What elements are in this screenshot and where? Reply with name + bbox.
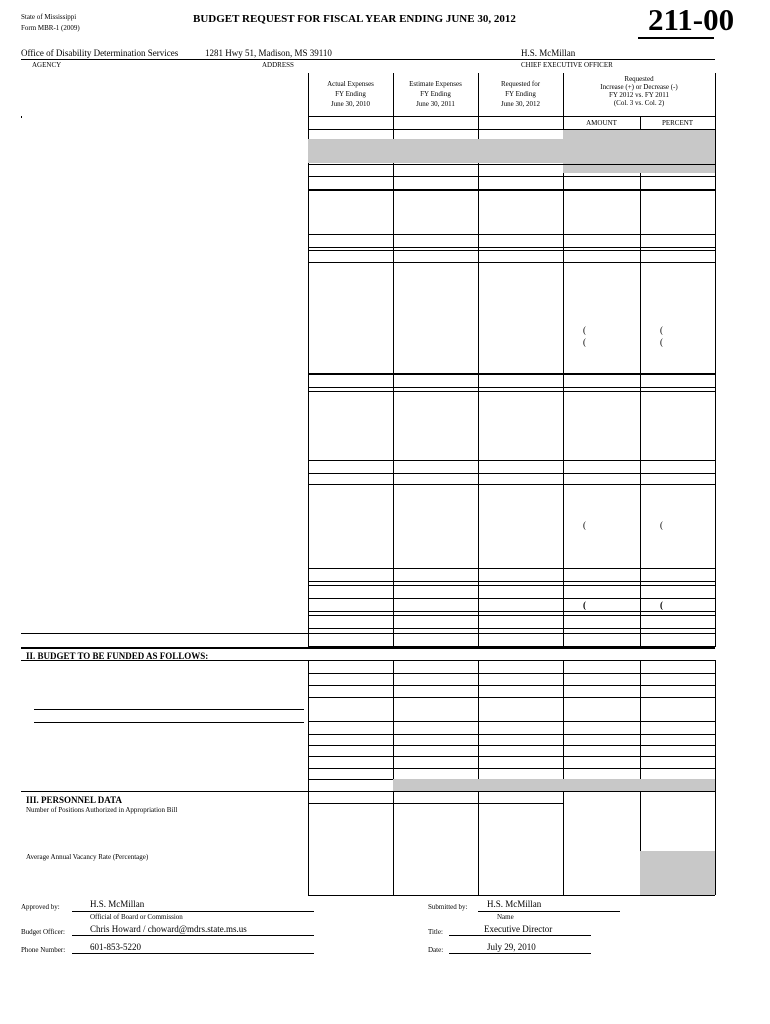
rule (308, 768, 715, 769)
date-label: Date: (428, 946, 444, 954)
ceo-name: H.S. McMillan (521, 48, 576, 58)
rule (308, 262, 715, 263)
personnel-title: III. PERSONNEL DATA (26, 795, 122, 805)
col-header-actual: FY Ending (335, 90, 366, 98)
approved-sub: Official of Board or Commission (90, 913, 183, 921)
phone-number: 601-853-5220 (90, 942, 141, 952)
open-paren: ( (660, 600, 663, 610)
ceo-caption: CHIEF EXECUTIVE OFFICER (521, 61, 613, 69)
rule (308, 247, 715, 248)
rule (308, 176, 715, 177)
agency-address: 1281 Hwy 51, Madison, MS 39110 (205, 48, 332, 58)
rule (308, 803, 563, 804)
col-header-actual: June 30, 2010 (330, 100, 371, 108)
open-paren: ( (583, 325, 586, 335)
column-rule (715, 660, 716, 792)
funding-title: II. BUDGET TO BE FUNDED AS FOLLOWS: (26, 651, 209, 661)
rule (21, 660, 715, 661)
rule (308, 473, 715, 474)
rule (308, 685, 715, 686)
positions-label: Number of Positions Authorized in Appropriation Bill (26, 806, 178, 814)
rule (308, 697, 715, 698)
budget-officer: Chris Howard / choward@mdrs.state.ms.us (90, 924, 247, 934)
agency-caption: AGENCY (32, 61, 62, 69)
budget-officer-label: Budget Officer: (21, 928, 65, 936)
form-number: 211-00 (648, 2, 735, 37)
col-header-estimate: Estimate Expenses (409, 80, 462, 88)
column-rule (563, 792, 564, 895)
rule (308, 164, 715, 165)
phone-label: Phone Number: (21, 946, 66, 954)
column-rule (393, 660, 394, 792)
column-rule (21, 116, 22, 118)
rule (308, 129, 715, 130)
col-header-estimate: FY Ending (420, 90, 451, 98)
column-rule (308, 660, 309, 792)
rule (308, 895, 715, 896)
vacancy-label: Average Annual Vacancy Rate (Percentage) (26, 853, 149, 861)
column-rule (393, 792, 394, 895)
col-header-percent: PERCENT (661, 119, 694, 127)
rule (563, 116, 715, 117)
state-label: State of Mississippi (21, 13, 77, 21)
col-header-estimate: June 30, 2011 (416, 100, 455, 108)
col-header-change: (Col. 3 vs. Col. 2) (613, 99, 665, 107)
col-header-change: Requested (624, 75, 654, 83)
rule (308, 673, 715, 674)
column-rule (640, 660, 641, 792)
column-rule (715, 73, 716, 647)
open-paren: ( (660, 337, 663, 347)
rule (308, 745, 715, 746)
agency-name: Office of Disability Determination Services (21, 48, 179, 58)
rule (308, 250, 715, 251)
rule (308, 756, 715, 757)
col-header-requested: FY Ending (505, 90, 536, 98)
rule (308, 374, 715, 375)
open-paren: ( (660, 325, 663, 335)
date-value: July 29, 2010 (487, 942, 536, 952)
open-paren: ( (583, 337, 586, 347)
page-title: BUDGET REQUEST FOR FISCAL YEAR ENDING JUNE 30, 2012 (193, 13, 516, 25)
column-rule (308, 792, 309, 895)
col-header-amount: AMOUNT (586, 119, 617, 127)
approved-label: Approved by: (21, 903, 60, 911)
column-rule (563, 660, 564, 792)
open-paren: ( (660, 520, 663, 530)
open-paren: ( (583, 600, 586, 610)
open-paren: ( (583, 520, 586, 530)
name-caption: Name (497, 913, 514, 921)
approved-name: H.S. McMillan (90, 899, 145, 909)
rule (21, 647, 715, 649)
rule (308, 568, 715, 569)
col-header-change: FY 2012 vs. FY 2011 (608, 91, 670, 99)
rule (308, 387, 715, 388)
rule (34, 722, 304, 723)
column-rule (478, 792, 479, 895)
rule (308, 598, 715, 599)
rule (308, 234, 715, 235)
address-caption: ADDRESS (262, 61, 294, 69)
shaded-cell (640, 851, 715, 895)
rule (308, 611, 715, 612)
rule (308, 116, 563, 117)
col-header-change: Increase (+) or Decrease (-) (600, 83, 678, 91)
submitted-name: H.S. McMillan (487, 899, 542, 909)
shaded-cell (308, 139, 563, 163)
rule (308, 615, 715, 616)
rule (308, 585, 715, 586)
shaded-cell (563, 129, 715, 173)
rule (308, 721, 715, 722)
col-header-requested: June 30, 2012 (500, 100, 541, 108)
col-header-actual: Actual Expenses (327, 80, 374, 88)
title-value: Executive Director (484, 924, 553, 934)
rule (21, 633, 715, 634)
form-label: Form MBR-1 (2009) (21, 24, 80, 32)
col-header-requested: Requested for (500, 80, 541, 88)
column-rule (478, 660, 479, 792)
rule (34, 709, 304, 710)
rule (308, 373, 715, 374)
column-rule (715, 792, 716, 895)
submitted-label: Submitted by: (428, 903, 468, 911)
rule (21, 791, 715, 792)
rule (308, 628, 715, 629)
rule (308, 484, 715, 485)
rule (308, 581, 715, 582)
rule (308, 190, 715, 191)
rule (308, 391, 715, 392)
title-label: Title: (428, 928, 443, 936)
rule (308, 460, 715, 461)
rule (308, 734, 715, 735)
